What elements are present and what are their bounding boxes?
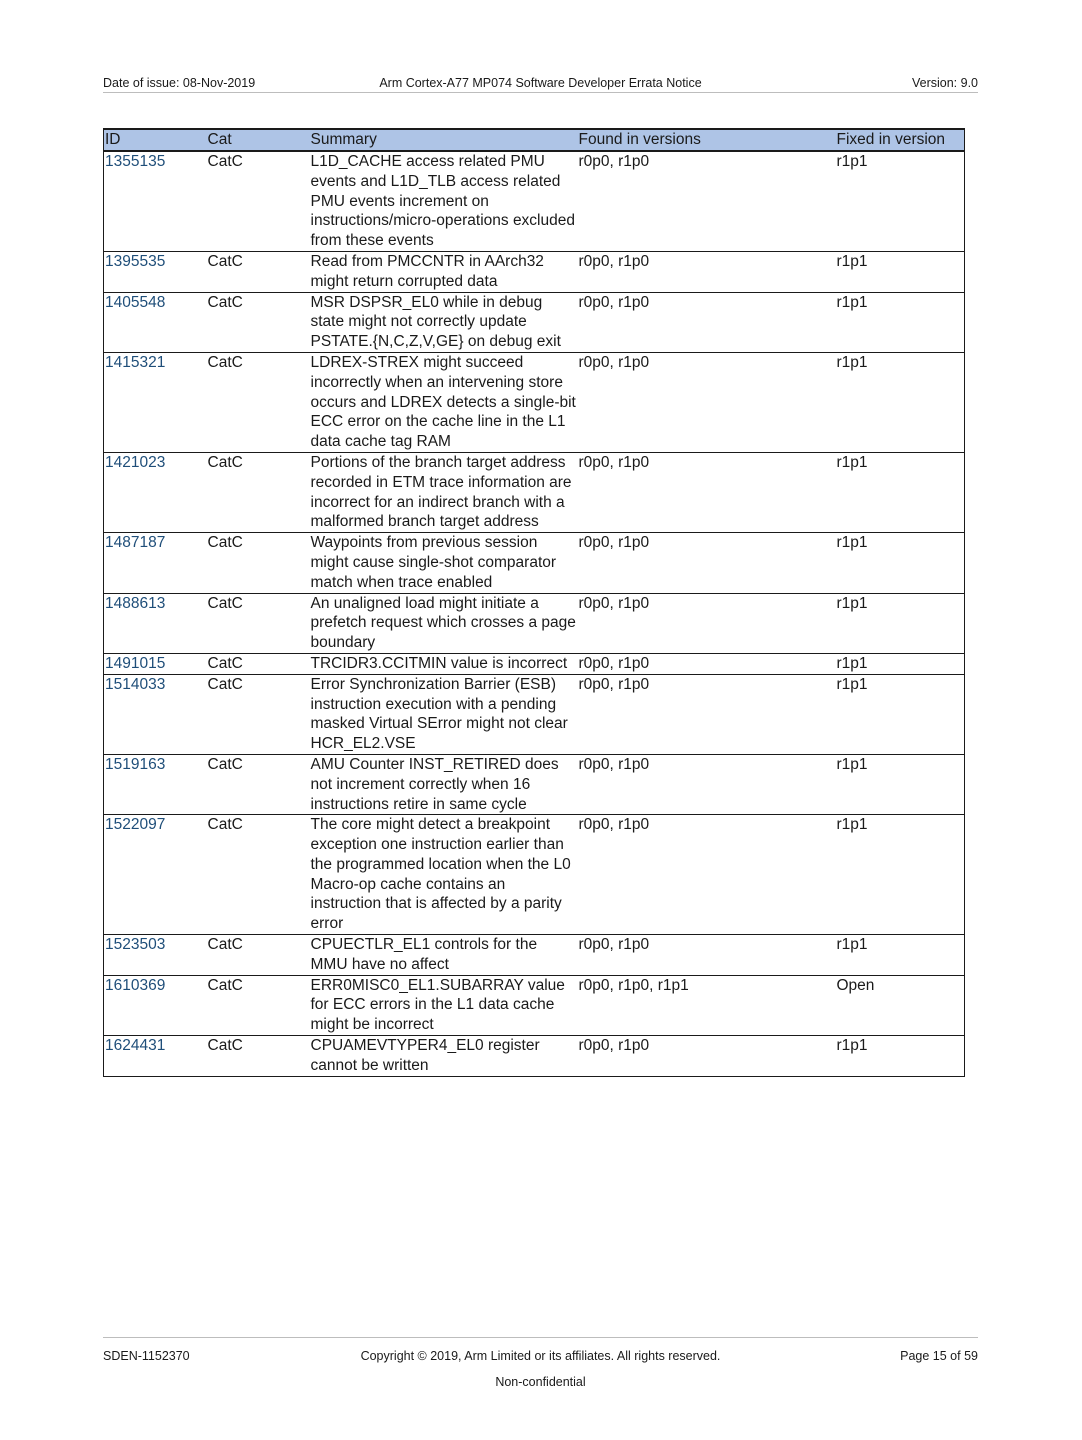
category-cell: CatC	[207, 754, 310, 814]
errata-table-body	[104, 151, 965, 1076]
fixed-in-version-cell: r1p1	[836, 674, 965, 754]
summary-cell: MSR DSPSR_EL0 while in debug state might not correctly update PSTATE.{N,C,Z,V,GE} on debug exit	[310, 292, 578, 352]
found-in-versions-cell: r0p0, r1p0	[578, 754, 836, 814]
erratum-id-link[interactable]: 1415321	[104, 352, 207, 452]
found-in-versions-cell: r0p0, r1p0	[578, 533, 836, 593]
table-row	[104, 975, 965, 1035]
document-title: Arm Cortex-A77 MP074 Software Developer Errata Notice	[379, 76, 702, 90]
table-header-row	[104, 129, 965, 151]
category-cell: CatC	[207, 975, 310, 1035]
fixed-in-version-cell: Open	[836, 975, 965, 1035]
table-row	[104, 815, 965, 935]
erratum-id-link[interactable]: 1487187	[104, 533, 207, 593]
fixed-in-version-cell: r1p1	[836, 251, 965, 292]
column-header-cat: Cat	[207, 129, 310, 151]
found-in-versions-cell: r0p0, r1p0	[578, 674, 836, 754]
found-in-versions-cell: r0p0, r1p0	[578, 352, 836, 452]
category-cell: CatC	[207, 151, 310, 251]
confidentiality-label: Non-confidential	[495, 1375, 586, 1389]
summary-cell: An unaligned load might initiate a prefetch request which crosses a page boundary	[310, 593, 578, 653]
category-cell: CatC	[207, 352, 310, 452]
category-cell: CatC	[207, 452, 310, 532]
fixed-in-version-cell: r1p1	[836, 452, 965, 532]
found-in-versions-cell: r0p0, r1p0	[578, 593, 836, 653]
found-in-versions-cell: r0p0, r1p0	[578, 292, 836, 352]
issue-date: Date of issue: 08-Nov-2019	[103, 76, 256, 90]
fixed-in-version-cell: r1p1	[836, 151, 965, 251]
fixed-in-version-cell: r1p1	[836, 754, 965, 814]
fixed-in-version-cell: r1p1	[836, 815, 965, 935]
table-row	[104, 533, 965, 593]
erratum-id-link[interactable]: 1355135	[104, 151, 207, 251]
erratum-id-link[interactable]: 1491015	[104, 653, 207, 674]
document-id: SDEN-1152370	[103, 1349, 190, 1363]
erratum-id-link[interactable]: 1610369	[104, 975, 207, 1035]
table-row	[104, 352, 965, 452]
table-row	[104, 292, 965, 352]
fixed-in-version-cell: r1p1	[836, 935, 965, 976]
table-row	[104, 452, 965, 532]
category-cell: CatC	[207, 292, 310, 352]
summary-cell: CPUECTLR_EL1 controls for the MMU have no affect	[310, 935, 578, 976]
category-cell: CatC	[207, 653, 310, 674]
summary-cell: TRCIDR3.CCITMIN value is incorrect	[310, 653, 578, 674]
summary-cell: Error Synchronization Barrier (ESB) instruction execution with a pending masked Virtual SError might not clear HCR_EL2.VSE	[310, 674, 578, 754]
table-row	[104, 754, 965, 814]
erratum-id-link[interactable]: 1624431	[104, 1036, 207, 1077]
erratum-id-link[interactable]: 1522097	[104, 815, 207, 935]
category-cell: CatC	[207, 674, 310, 754]
erratum-id-link[interactable]: 1519163	[104, 754, 207, 814]
erratum-id-link[interactable]: 1488613	[104, 593, 207, 653]
category-cell: CatC	[207, 533, 310, 593]
summary-cell: L1D_CACHE access related PMU events and L1D_TLB access related PMU events increment on instructions/micro-operations excluded from these events	[310, 151, 578, 251]
found-in-versions-cell: r0p0, r1p0	[578, 935, 836, 976]
page-header	[103, 76, 978, 93]
column-header-fixed: Fixed in version	[836, 129, 965, 151]
column-header-summary: Summary	[310, 129, 578, 151]
copyright-notice: Copyright © 2019, Arm Limited or its affiliates. All rights reserved.	[360, 1349, 721, 1363]
summary-cell: Read from PMCCNTR in AArch32 might return corrupted data	[310, 251, 578, 292]
fixed-in-version-cell: r1p1	[836, 1036, 965, 1077]
column-header-found: Found in versions	[578, 129, 836, 151]
page-footer	[103, 1337, 978, 1389]
table-row	[104, 1036, 965, 1077]
found-in-versions-cell: r0p0, r1p0, r1p1	[578, 975, 836, 1035]
found-in-versions-cell: r0p0, r1p0	[578, 452, 836, 532]
page-number: Page 15 of 59	[900, 1349, 978, 1363]
found-in-versions-cell: r0p0, r1p0	[578, 653, 836, 674]
column-header-id: ID	[104, 129, 207, 151]
summary-cell: LDREX-STREX might succeed incorrectly when an intervening store occurs and LDREX detects a single-bit ECC error on the cache line in the L1 data cache tag RAM	[310, 352, 578, 452]
table-row	[104, 935, 965, 976]
table-row	[104, 653, 965, 674]
category-cell: CatC	[207, 593, 310, 653]
category-cell: CatC	[207, 1036, 310, 1077]
category-cell: CatC	[207, 815, 310, 935]
category-cell: CatC	[207, 935, 310, 976]
fixed-in-version-cell: r1p1	[836, 593, 965, 653]
summary-cell: Waypoints from previous session might cause single-shot comparator match when trace enabled	[310, 533, 578, 593]
found-in-versions-cell: r0p0, r1p0	[578, 1036, 836, 1077]
document-version: Version: 9.0	[911, 76, 978, 90]
summary-cell: AMU Counter INST_RETIRED does not increment correctly when 16 instructions retire in same cycle	[310, 754, 578, 814]
fixed-in-version-cell: r1p1	[836, 533, 965, 593]
fixed-in-version-cell: r1p1	[836, 352, 965, 452]
erratum-id-link[interactable]: 1514033	[104, 674, 207, 754]
erratum-id-link[interactable]: 1395535	[104, 251, 207, 292]
table-row	[104, 593, 965, 653]
errata-table	[103, 128, 965, 1077]
erratum-id-link[interactable]: 1421023	[104, 452, 207, 532]
table-row	[104, 151, 965, 251]
summary-cell: Portions of the branch target address recorded in ETM trace information are incorrect for an indirect branch with a malformed branch target address	[310, 452, 578, 532]
fixed-in-version-cell: r1p1	[836, 292, 965, 352]
summary-cell: The core might detect a breakpoint exception one instruction earlier than the programmed location when the L0 Macro-op cache contains an instruction that is affected by a parity error	[310, 815, 578, 935]
summary-cell: ERR0MISC0_EL1.SUBARRAY value for ECC errors in the L1 data cache might be incorrect	[310, 975, 578, 1035]
erratum-id-link[interactable]: 1405548	[104, 292, 207, 352]
table-row	[104, 251, 965, 292]
found-in-versions-cell: r0p0, r1p0	[578, 151, 836, 251]
fixed-in-version-cell: r1p1	[836, 653, 965, 674]
table-row	[104, 674, 965, 754]
erratum-id-link[interactable]: 1523503	[104, 935, 207, 976]
found-in-versions-cell: r0p0, r1p0	[578, 815, 836, 935]
found-in-versions-cell: r0p0, r1p0	[578, 251, 836, 292]
category-cell: CatC	[207, 251, 310, 292]
summary-cell: CPUAMEVTYPER4_EL0 register cannot be written	[310, 1036, 578, 1077]
